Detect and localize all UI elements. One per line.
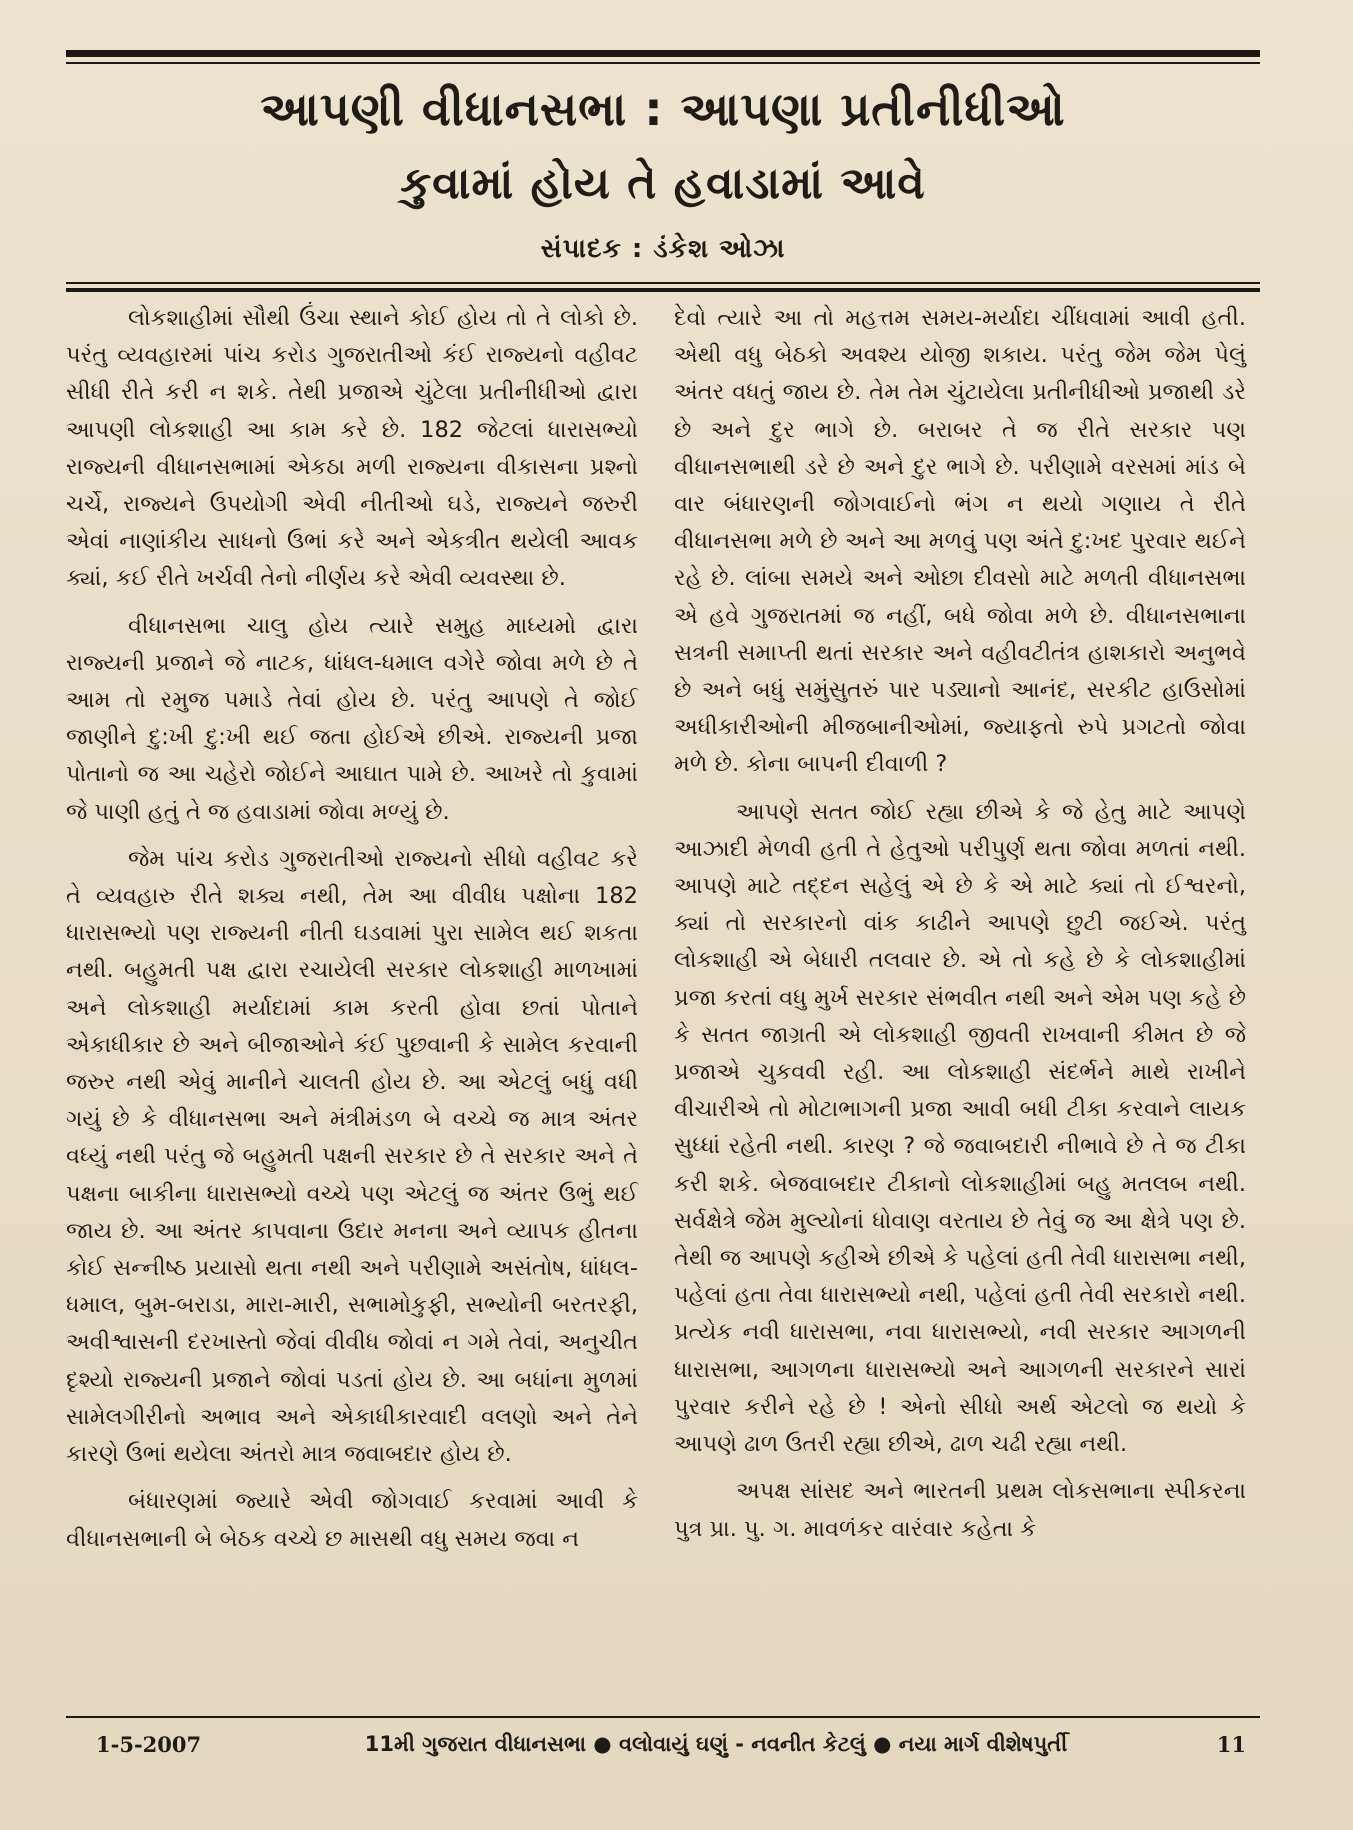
paragraph: જેમ પાંચ કરોડ ગુજરાતીઓ રાજ્યનો સીધો વહીવટ કરે તે વ્યવહારુ રીતે શક્ય નથી, તેમ આ વીવીધ પક્ષોના 182 ધારાસભ્યો પણ રાજ્યની નીતી ઘડવામાં પુરા સામેલ થઈ શકતા નથી. બહુમતી પક્ષ દ્વારા રચાયેલી સરકાર લોકશાહી માળખામાં અને લોકશાહી મર્યાદામાં કામ કરતી હોવા છતાં પોતાને એકાધીકાર છે અને બીજાઓને કંઈ પુછવાની કે સામેલ કરવાની જરુર નથી એવું માનીને ચાલતી હોય છે. આ એટલું બધું વધી ગયું છે કે વીધાનસભા અને મંત્રીમંડળ બે વચ્ચે જ માત્ર અંતર વધ્યું નથી પરંતુ જે બહુમતી પક્ષની સરકાર છે તે સરકાર અને તે પક્ષના બાકીના ધારાસભ્યો વચ્ચે પણ એટલું જ અંતર ઉભું થઈ જાય છે. આ અંતર કાપવાના ઉદાર મનના અને વ્યાપક હીતના કોઈ સન્નીષ્ઠ પ્રયાસો થતા નથી અને પરીણામે અસંતોષ, ધાંધલ-ધમાલ, બુમ-બરાડા, મારા-મારી, સભામોકુફી, સભ્યોની બરતરફી, અવીશ્વાસની દરખાસ્તો જેવાં વીવીધ જોવાં ન ગમે તેવાં, અનુચીત દૃશ્યો રાજ્યની પ્રજાને જોવાં પડતાં હોય છે. આ બધાંના મુળમાં સામેલગીરીનો અભાવ અને એકાધીકારવાદી વલણો અને તેને કારણે ઉભાં થયેલા અંતરો માત્ર જવાબદાર હોય છે. — [66, 845, 638, 1468]
header-rule-thick — [66, 288, 1260, 292]
header-rule — [66, 282, 1260, 284]
article-subtitle: કુવામાં હોય તે હવાડામાં આવે — [400, 158, 926, 209]
left-column — [66, 300, 638, 1558]
paragraph: દેવો ત્યારે આ તો મહત્તમ સમય-મર્યાદા ચીંધવામાં આવી હતી. એથી વધુ બેઠકો અવશ્ય યોજી શકાય. પરંતુ જેમ જેમ પેલું અંતર વધતું જાય છે. તેમ તેમ ચુંટાયેલા પ્રતીનીધીઓ પ્રજાથી ડરે છે અને દુર ભાગે છે. બરાબર તે જ રીતે સરકાર પણ વીધાનસભાથી ડરે છે અને દુર ભાગે છે. પરીણામે વરસમાં માંડ બે વાર બંધારણની જોગવાઈનો ભંગ ન થયો ગણાય તે રીતે વીધાનસભા મળે છે અને આ મળવું પણ અંતે દુ:ખદ પુરવાર થઈને રહે છે. લાંબા સમયે અને ઓછા દીવસો માટે મળતી વીધાનસભા એ હવે ગુજરાતમાં જ નહીં, બધે જોવા મળે છે. વીધાનસભાના સત્રની સમાપ્તી થતાં સરકાર અને વહીવટીતંત્ર હાશકારો અનુભવે છે અને બધું સમુંસુતરું પાર પડ્યાનો આનંદ, સરકીટ હાઉસોમાં અધીકારીઓની મીજબાનીઓમાં, જ્યાફતો રુપે પ્રગટતો જોવા મળે છે. કોના બાપની દીવાળી ? — [674, 305, 1246, 778]
editor-credit: સંપાદક : ડંકેશ ઓઝા — [540, 234, 786, 264]
paragraph: આપણે સતત જોઈ રહ્યા છીએ કે જે હેતુ માટે આપણે આઝાદી મેળવી હતી તે હેતુઓ પરીપુર્ણ થતા જોવા મળતાં નથી. આપણે માટે તદ્દન સહેલું એ છે કે એ માટે ક્યાં તો ઈશ્વરનો, ક્યાં તો સરકારનો વાંક કાઢીને આપણે છુટી જઈએ. પરંતુ લોકશાહી એ બેધારી તલવાર છે. એ તો કહે છે કે લોકશાહીમાં પ્રજા કરતાં વધુ મુર્ખ સરકાર સંભવીત નથી અને એમ પણ કહે છે કે સતત જાગ્રતી એ લોકશાહી જીવતી રાખવાની કીમત છે જે પ્રજાએ ચુકવવી રહી. આ લોકશાહી સંદર્ભને માથે રાખીને વીચારીએ તો મોટાભાગની પ્રજા આવી બધી ટીકા કરવાને લાયક સુધ્ધાં રહેતી નથી. કારણ ? જે જવાબદારી નીભાવે છે તે જ ટીકા કરી શકે. બેજવાબદાર ટીકાનો લોકશાહીમાં બહુ મતલબ નથી. સર્વક્ષેત્રે જેમ મુલ્યોનાં ધોવાણ વરતાય છે તેવું જ આ ક્ષેત્રે પણ છે. તેથી જ આપણે કહીએ છીએ કે પહેલાં હતી તેવી ધારાસભા નથી, પહેલાં હતા તેવા ધારાસભ્યો નથી, પહેલાં હતી તેવી સરકારો નથી. પ્રત્યેક નવી ધારાસભા, નવા ધારાસભ્યો, નવી સરકાર આગળની ધારાસભા, આગળના ધારાસભ્યો અને આગળની સરકારને સારાં પુરવાર કરીને રહે છે ! એનો સીધો અર્થ એટલો જ થયો કે આપણે ઢાળ ઉતરી રહ્યા છીએ, ઢાળ ચઢી રહ્યા નથી. — [674, 798, 1246, 1458]
top-rule-thin — [66, 62, 1260, 64]
top-rule — [66, 50, 1260, 57]
magazine-title: 11મી ગુજરાત વીધાનસભા ● વલોવાયું ઘણું - નવનીત કેટલું ● નયા માર્ગ વીશેષપુર્તી — [364, 1731, 1068, 1756]
issue-date: 1-5-2007 — [96, 1731, 202, 1757]
paragraph: લોકશાહીમાં સૌથી ઉંચા સ્થાને કોઈ હોય તો તે લોકો છે. પરંતુ વ્યવહારમાં પાંચ કરોડ ગુજરાતીઓ કંઈ રાજ્યનો વહીવટ સીધી રીતે કરી ન શકે. તેથી પ્રજાએ ચુંટેલા પ્રતીનીધીઓ દ્વારા આપણી લોકશાહી આ કામ કરે છે. 182 જેટલાં ધારાસભ્યો રાજ્યની વીધાનસભામાં એકઠા મળી રાજ્યના વીકાસના પ્રશ્નો ચર્ચે, રાજ્યને ઉપયોગી એવી નીતીઓ ઘડે, રાજ્યને જરુરી એવાં નાણાંકીય સાધનો ઉભાં કરે અને એકત્રીત થયેલી આવક ક્યાં, કઈ રીતે ખર્ચવી તેનો નીર્ણય કરે એવી વ્યવસ્થા છે. — [66, 305, 638, 592]
page-number: 11 — [1216, 1731, 1246, 1757]
paragraph: અપક્ષ સાંસદ અને ભારતની પ્રથમ લોકસભાના સ્પીકરના પુત્ર પ્રા. પુ. ગ. માવળંકર વારંવાર કહેતા કે — [674, 1478, 1246, 1542]
right-column — [674, 300, 1246, 1548]
article-title: આપણી વીધાનસભા : આપણા પ્રતીનીધીઓ — [260, 82, 1066, 136]
paragraph: બંધારણમાં જ્યારે એવી જોગવાઈ કરવામાં આવી કે વીધાનસભાની બે બેઠક વચ્ચે છ માસથી વધુ સમય જવા ન — [66, 1488, 638, 1552]
page-footer — [66, 1724, 1260, 1764]
paragraph: વીધાનસભા ચાલુ હોય ત્યારે સમુહ માધ્યમો દ્વારા રાજ્યની પ્રજાને જે નાટક, ધાંધલ-ધમાલ વગેરે જોવા મળે છે તે આમ તો રમુજ પમાડે તેવાં હોય છે. પરંતુ આપણે તે જોઈ જાણીને દુ:ખી દુ:ખી થઈ જતા હોઈએ છીએ. રાજ્યની પ્રજા પોતાનો જ આ ચહેરો જોઈને આઘાત પામે છે. આખરે તો કુવામાં જે પાણી હતું તે જ હવાડામાં જોવા મળ્યું છે. — [66, 612, 638, 825]
footer-rule — [66, 1716, 1260, 1718]
